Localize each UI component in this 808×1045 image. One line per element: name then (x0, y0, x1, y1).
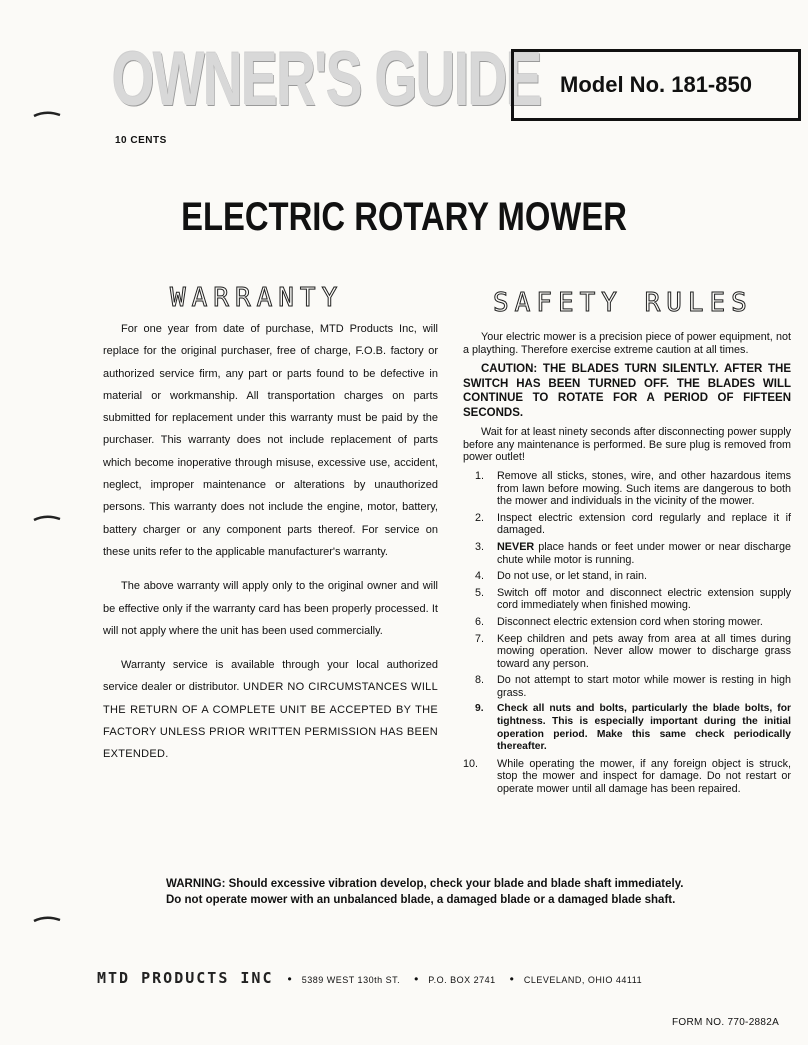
company-name: MTD PRODUCTS INC (97, 969, 274, 987)
street-address: 5389 WEST 130th ST. (301, 975, 401, 985)
warning-notice (166, 876, 726, 908)
rule-number: 7. (475, 632, 485, 645)
warning-line-1: WARNING: Should excessive vibration develop, check your blade and blade shaft immediately. (166, 878, 684, 890)
warranty-section (103, 318, 438, 778)
rule-number: 5. (475, 586, 485, 599)
price-label: 10 CENTS (115, 135, 167, 146)
safety-rule (463, 633, 791, 671)
rule-lead: NEVER (497, 540, 535, 553)
safety-rule (463, 512, 791, 537)
safety-rule (463, 470, 791, 508)
safety-rule (463, 570, 791, 583)
margin-mark-top (32, 110, 62, 118)
safety-rule (463, 541, 791, 566)
rule-number: 8. (475, 674, 485, 687)
margin-mark-bottom (32, 915, 62, 923)
rule-text: Do not use, or let stand, in rain. (497, 570, 648, 583)
warning-line-2: Do not operate mower with an unbalanced blade, a damaged blade or a damaged blade shaft. (166, 894, 676, 906)
safety-rules-heading: SAFETY RULES (493, 288, 753, 318)
rule-text: Inspect electric extension cord regularly and replace it if damaged. (497, 511, 791, 537)
rule-text: Keep children and pets away from area at all times during mowing operation. Never allow mower to discharge grass toward any person. (497, 632, 791, 670)
safety-intro: Your electric mower is a precision piece of power equipment, not a plaything. Therefore exercise extreme caution at all times. (463, 331, 791, 356)
warranty-caps-notice: UNDER NO CIRCUMSTANCES WILL THE RETURN OF A COMPLETE UNIT BE ACCEPTED BY THE FACTORY UNLESS PRIOR WRITTEN PERMISSION HAS BEEN EXTENDED. (103, 681, 439, 761)
safety-rule (463, 674, 791, 699)
rule-text: place hands or feet under mower or near discharge chute while motor is running. (497, 540, 791, 566)
owners-guide-title: OWNER'S GUIDE (112, 37, 542, 122)
warranty-paragraph-3 (103, 654, 438, 765)
rule-text: Do not attempt to start motor while mower is resting in high grass. (497, 674, 791, 699)
rule-text: Remove all sticks, stones, wire, and other hazardous items from lawn before mowing. Such items are dangerous to both the mower and individuals in the vicinity of the mower. (497, 469, 791, 508)
city-state-zip: CLEVELAND, OHIO 44111 (523, 975, 643, 985)
rule-number: 3. (475, 540, 485, 553)
rule-text: Disconnect electric extension cord when storing mower. (497, 615, 763, 628)
warranty-service-text: Warranty service is available through your local authorized service dealer or distributor. (103, 659, 438, 694)
warranty-heading: WARRANTY (170, 283, 344, 313)
form-number: FORM NO. 770-2882A (672, 1017, 780, 1028)
wait-notice: Wait for at least ninety seconds after disconnecting power supply before any maintenance is performed. Be sure plug is removed from power outlet! (463, 426, 791, 464)
safety-section (463, 331, 791, 800)
safety-rule (463, 703, 791, 753)
rule-text: Switch off motor and disconnect electric extension supply cord immediately when finished mowing. (497, 586, 791, 612)
safety-rule (463, 616, 791, 629)
rule-number: 4. (475, 570, 485, 583)
safety-rules-list (463, 470, 791, 796)
caution-notice: CAUTION: THE BLADES TURN SILENTLY. AFTER THE SWITCH HAS BEEN TURNED OFF. THE BLADES WILL CONTINUE TO ROTATE FOR A PERIOD OF FIFTEEN SECONDS. (463, 363, 791, 419)
safety-rule (463, 758, 791, 796)
safety-rule (463, 587, 791, 612)
rule-text: Check all nuts and bolts, particularly the blade bolts, for tightness. This is especially important during the initial operation period. Make this same check periodically thereafter. (497, 703, 791, 753)
po-box: P.O. BOX 2741 (428, 975, 496, 985)
margin-mark-middle (32, 514, 62, 522)
separator-dot: • (414, 972, 419, 986)
model-number-box (511, 49, 801, 121)
warranty-paragraph-2: The above warranty will apply only to the original owner and will be effective only if the warranty card has been properly processed. It will not apply where the unit has been used commercially. (103, 580, 438, 637)
rule-number: 9. (475, 703, 484, 715)
rule-number: 2. (475, 511, 485, 524)
rule-text: While operating the mower, if any foreign object is struck, stop the mower and inspect for damage. Do not restart or operate mower until all damage has been repaired. (497, 757, 791, 796)
warranty-paragraph-1: For one year from date of purchase, MTD Products Inc, will replace for the original purchaser, free of charge, F.O.B. factory or authorized service firm, any part or parts found to be defective in material or workmanship. All transportation charges on parts submitted for replacement under this warranty must be paid by the purchaser. This warranty does not include replacement of parts which become inoperative through misuse, excessive use, accident, neglect, improper maintenance or alterations by unauthorized persons. This warranty does not include the engine, motor, battery, battery charger or any component parts thereof. For service on these units refer to the applicable manufacturer's warranty. (103, 323, 438, 558)
model-number: Model No. 181-850 (560, 72, 752, 97)
footer-address (97, 969, 787, 987)
rule-number: 10. (463, 757, 479, 770)
rule-number: 1. (475, 469, 485, 482)
separator-dot: • (287, 972, 292, 986)
document-title: ELECTRIC ROTARY MOWER (181, 195, 627, 239)
rule-number: 6. (475, 615, 485, 628)
separator-dot: • (509, 972, 514, 986)
